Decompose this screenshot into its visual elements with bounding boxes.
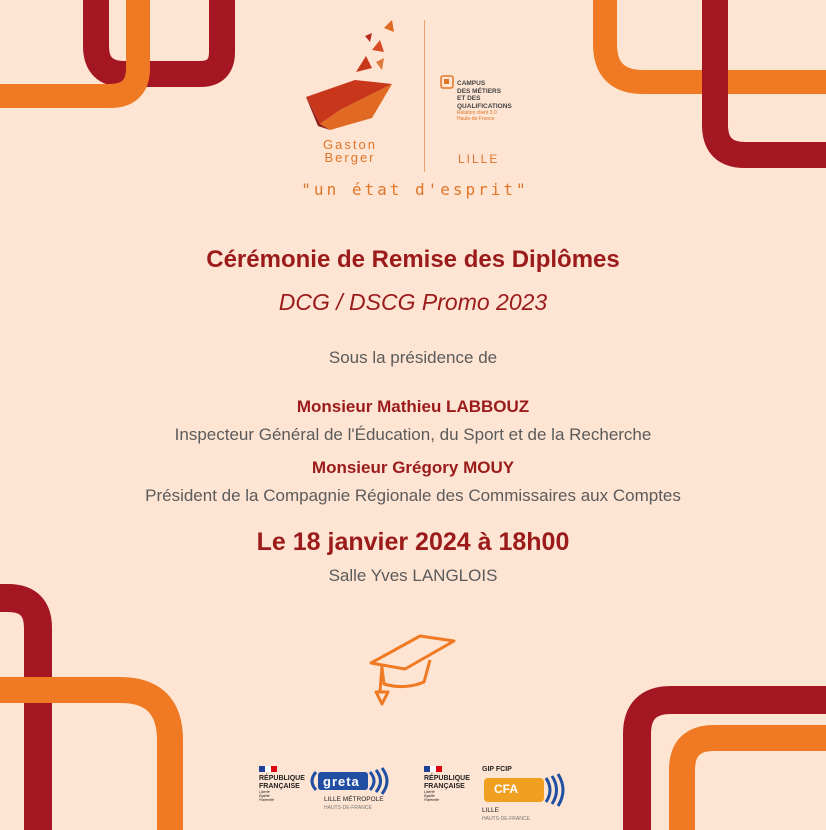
event-title: Cérémonie de Remise des Diplômes bbox=[206, 246, 620, 273]
republique-line: RÉPUBLIQUE bbox=[259, 775, 305, 782]
campus-line: ET DES bbox=[457, 95, 481, 102]
cfa-top-label: GIP FCIP bbox=[482, 766, 512, 773]
motto-line: Fraternité bbox=[259, 798, 274, 802]
greta-line: LILLE MÉTROPOLE bbox=[324, 796, 384, 803]
campus-region: Hauts-de-France bbox=[457, 116, 495, 122]
marianne-logo bbox=[259, 766, 305, 802]
guest-name: Monsieur Grégory MOUY bbox=[311, 458, 515, 477]
greta-wordmark: greta bbox=[323, 774, 360, 789]
gaston-berger-wordmark bbox=[300, 138, 400, 164]
guest-role: Inspecteur Général de l'Éducation, du Sport et de la Recherche bbox=[174, 425, 652, 444]
motto-line: Liberté bbox=[259, 790, 270, 794]
graduation-cap-icon bbox=[371, 636, 454, 704]
guest-role: Président de la Compagnie Régionale des Commissaires aux Comptes bbox=[145, 486, 681, 505]
greta-subtitle bbox=[324, 796, 384, 812]
cfa-line: LILLE bbox=[482, 807, 499, 814]
frame-bottom-right-red bbox=[637, 700, 826, 830]
brand-tagline: "un état d'esprit" bbox=[301, 180, 529, 199]
campus-wordmark bbox=[457, 80, 512, 122]
motto-line: Égalité bbox=[259, 794, 270, 798]
french-flag-icon bbox=[259, 766, 277, 772]
presidency-intro: Sous la présidence de bbox=[328, 348, 498, 367]
brand-name-line2: Berger bbox=[324, 150, 376, 165]
campus-line: QUALIFICATIONS bbox=[457, 102, 512, 110]
motto-line: Liberté bbox=[424, 790, 435, 794]
greta-region: HAUTS-DE-FRANCE bbox=[324, 805, 372, 811]
campus-line: CAMPUS bbox=[457, 80, 486, 87]
cfa-region: HAUTS-DE-FRANCE bbox=[482, 816, 530, 822]
cfa-wordmark: CFA bbox=[494, 782, 518, 796]
event-subtitle: DCG / DSCG Promo 2023 bbox=[278, 289, 548, 315]
gaston-berger-logo bbox=[306, 20, 394, 130]
republique-line: RÉPUBLIQUE bbox=[424, 775, 470, 782]
frame-bottom-left-red bbox=[0, 598, 38, 830]
brand-name-line1: Gaston bbox=[323, 137, 377, 152]
motto-line: Fraternité bbox=[424, 798, 439, 802]
campus-line: DES MÉTIERS bbox=[457, 87, 502, 95]
brand-city: LILLE bbox=[458, 152, 500, 166]
event-venue: Salle Yves LANGLOIS bbox=[328, 566, 498, 585]
campus-logo bbox=[441, 76, 453, 88]
frame-top-left-red bbox=[96, 0, 222, 74]
marianne-logo bbox=[424, 766, 470, 802]
motto-line: Égalité bbox=[424, 794, 435, 798]
frame-bottom-right-orange bbox=[682, 738, 826, 830]
campus-sub: Relation client 3.0 bbox=[457, 110, 497, 116]
guest-name: Monsieur Mathieu LABBOUZ bbox=[296, 397, 530, 416]
event-date: Le 18 janvier 2024 à 18h00 bbox=[256, 528, 570, 556]
republique-line: FRANÇAISE bbox=[424, 782, 465, 790]
logo-divider bbox=[424, 20, 425, 172]
cfa-subtitle bbox=[482, 806, 530, 824]
republique-line: FRANÇAISE bbox=[259, 782, 300, 790]
french-flag-icon bbox=[424, 766, 442, 772]
